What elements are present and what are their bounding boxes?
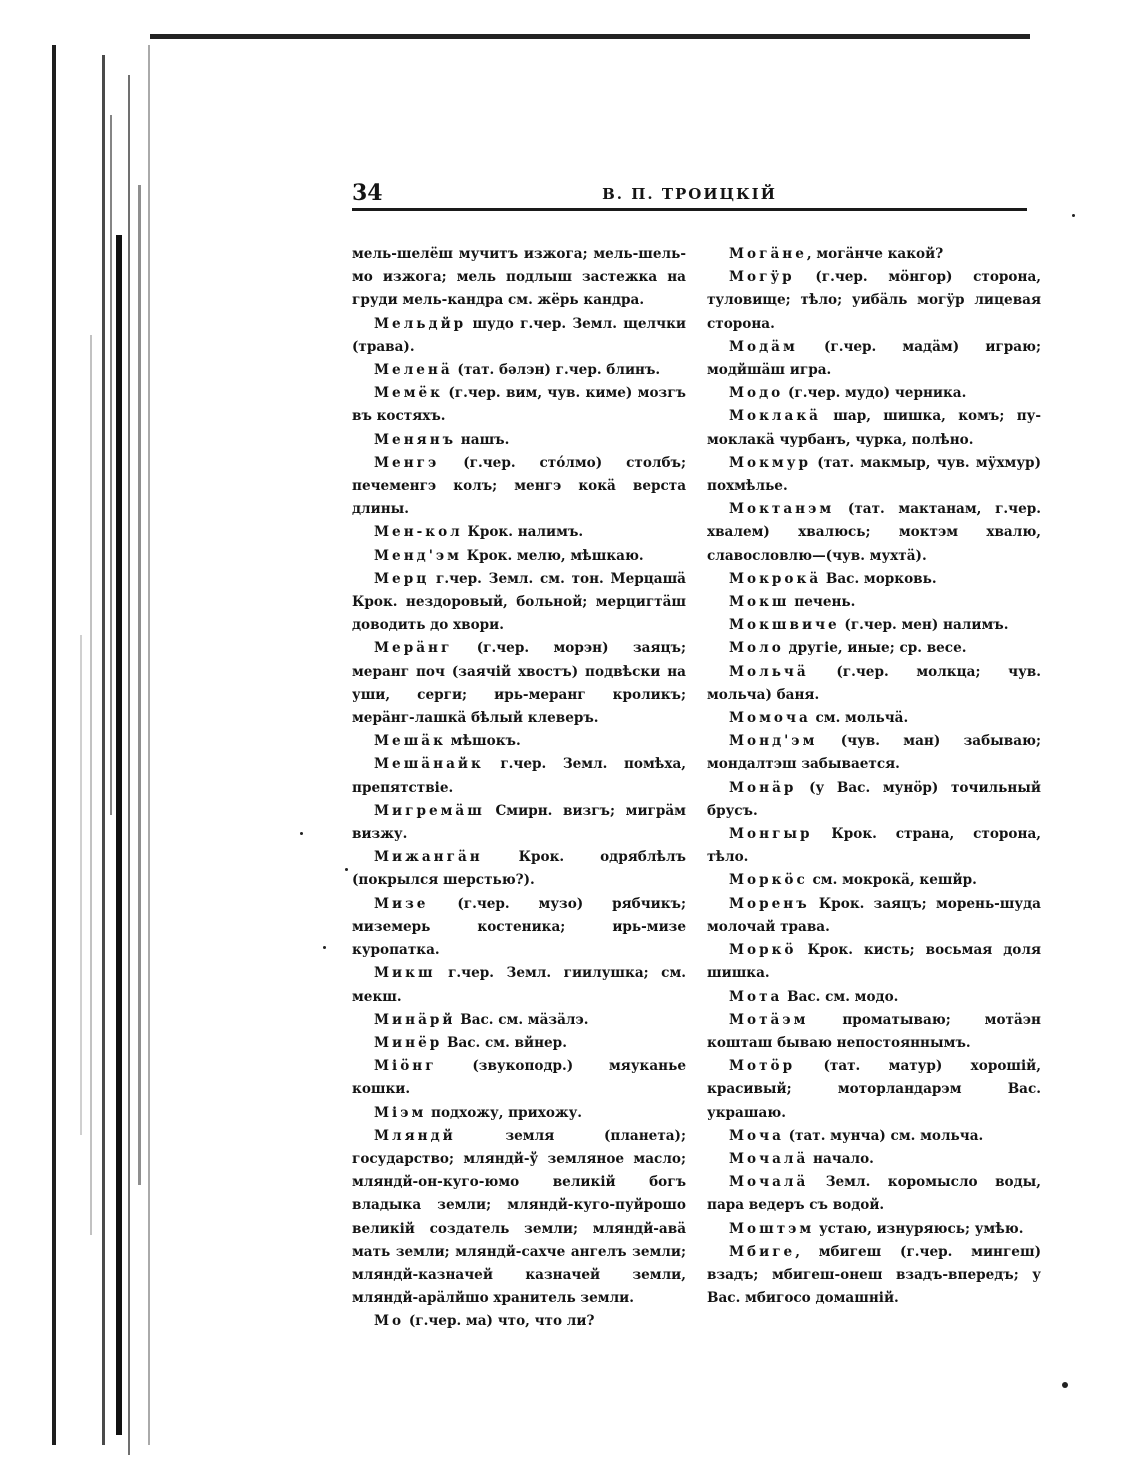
entry-headword: Мижангäн [374,849,483,866]
scan-top-edge [150,34,1030,39]
entry-headword: Мельдйр [374,315,467,332]
entry-definition: г.чер. Земл. помѣха, препятствіе. [352,756,686,796]
entry-headword: Момоча [729,710,811,727]
entry-headword: Микш [374,965,436,982]
entry-headword: Моренъ [729,895,810,912]
entry-definition: (чув. ман) забываю; мондалтэш забывается. [707,733,1041,773]
dictionary-entry [352,568,686,638]
dictionary-entry [707,1055,1041,1125]
entry-headword: Моклакä [729,408,821,425]
binding-edge-artifact [40,35,170,1455]
entry-headword: Мольчä [729,663,809,680]
entry-definition: (г.чер. мен) налимъ. [839,617,1009,634]
dictionary-entry [707,730,1041,776]
entry-definition: (тат. мактанам, г.чер. хвалем) хвалюсь; моктэм хвалю, славословлю—(чув. мухтä). [707,501,1041,564]
dictionary-entry [707,405,1041,451]
entry-headword: Мешäк [374,733,446,750]
dictionary-entry [352,800,686,846]
page-number: 34 [352,180,383,206]
entry-headword: Моштэм [729,1220,815,1237]
entry-headword: Менянъ [374,431,457,448]
dictionary-entry [352,243,686,313]
entry-headword: Могӱр [729,269,795,286]
entry-headword: Монäр [729,779,797,796]
entry-headword: Мокрокä [729,570,822,587]
entry-definition: , мбигеш (г.чер. мингеш) взадъ; мбигеш-онеш взадъ-впередъ; у Вас. мбигосо домашній. [707,1243,1041,1307]
dictionary-entry [707,1218,1041,1241]
entry-headword: Мизе [374,895,429,912]
dictionary-entry [707,266,1041,336]
entry-headword: Мочалä [729,1174,809,1191]
entry-headword: Мерäнг [374,640,453,657]
dictionary-entry [707,614,1041,637]
left-column [352,243,686,1334]
entry-definition: начало. [808,1150,874,1167]
entry-headword: Минёр [374,1034,443,1051]
dictionary-entry [707,893,1041,939]
entry-definition: Крок. налимъ. [462,524,584,541]
entry-headword: Мокмур [729,454,811,471]
dictionary-entry [707,498,1041,568]
entry-definition: (г.чер. ма) что, что ли? [404,1313,595,1330]
dictionary-entry [352,429,686,452]
entry-headword: Минäрй [374,1011,456,1028]
entry-definition: Земл. коромысло воды, пара ведеръ съ водой. [707,1174,1041,1214]
dictionary-entry [352,753,686,799]
dictionary-entry [352,962,686,1008]
entry-definition: (г.чер. молкца; чув. мольча) баня. [707,663,1041,703]
entry-definition: (тат. бәлэн) г.чер. блинъ. [452,362,661,379]
entry-definition: Крок. страна, сторона, тѣло. [707,826,1041,866]
entry-headword: Мешäнайк [374,756,484,773]
entry-definition: (г.чер. мöнгор) сторона, туловище; тѣло; уибäль могӱр лицевая сторона. [707,269,1041,332]
entry-definition: Смирн. визгъ; мигрäм визжу. [352,802,686,843]
dictionary-entry [352,846,686,892]
dictionary-entry [707,243,1041,266]
dictionary-entry [352,1310,686,1333]
entry-definition: (тат. макмыр, чув. мӱхмур) похмѣлье. [707,454,1041,495]
entry-headword: Меленä [374,362,453,379]
dictionary-entry [352,1055,686,1101]
entry-definition: шар, шишка, комъ; пу-моклакä чурбанъ, чурка, полѣно. [707,408,1041,448]
entry-headword: Мотöр [729,1058,796,1075]
entry-definition: Крок. кисть; восьмая доля шишка. [707,942,1041,982]
entry-definition: печень. [789,594,856,611]
dictionary-entry [352,730,686,753]
entry-headword: Міöнг [374,1058,437,1075]
entry-headword: Моктанэм [729,501,835,518]
entry-definition: нашъ. [456,431,510,448]
entry-headword: Мерц [374,570,430,587]
entry-headword: Мигремäш [374,802,485,819]
entry-definition: (г.чер. вим, чув. киме) мозгъ въ костяхъ. [352,385,686,425]
entry-definition: Вас. см. модо. [782,988,899,1005]
entry-headword: Могäне [729,246,807,262]
entry-headword: Модо [729,385,784,402]
scan-speck [300,832,303,835]
entry-definition: см. мокрокä, кешйр. [807,872,977,889]
header-rule [352,208,1027,211]
entry-definition: проматываю; мотäэн кошташ бываю непостояннымъ. [707,1011,1041,1051]
entry-headword: Мляндй [374,1127,456,1144]
dictionary-entry [707,869,1041,892]
entry-definition: мель-шелёш мучитъ изжога; мель-шель-мо изжога; мель подлыш застежка на груди мель-кандра см. жёрь кандра. [352,246,686,309]
scan-speck [1072,214,1075,217]
entry-definition: другіе, иные; ср. весе. [783,640,967,657]
dictionary-entry [707,939,1041,985]
entry-headword: Мота [729,988,783,1005]
entry-definition: г.чер. Земл. см. тон. Мерцашä Крок. нездоровый, больной; мерцигтäш доводить до хвори. [352,570,686,634]
entry-headword: Монд'эм [729,733,818,750]
entry-headword: Мочалä [729,1150,809,1167]
dictionary-entry [707,1241,1041,1311]
entry-definition: устаю, изнуряюсь; умѣю. [814,1220,1024,1237]
entry-definition: (г.чер. стóлмо) столбъ; печеменгэ колъ; менгэ кокä верста длины. [352,454,686,518]
entry-headword: Мокшвиче [729,617,840,634]
dictionary-entry [707,986,1041,1009]
entry-headword: Моча [729,1127,784,1144]
entry-headword: Менд'эм [374,547,462,564]
dictionary-entry [707,661,1041,707]
dictionary-entry [707,777,1041,823]
running-title: В. П. ТРОИЦКІЙ [602,185,777,203]
entry-definition: Крок. заяцъ; морень-шуда молочай трава. [707,895,1041,935]
dictionary-entry [707,1148,1041,1171]
entry-headword: Модäм [729,338,798,355]
entry-definition: , могäнче какой? [806,246,944,262]
entry-definition: мѣшокъ. [445,733,521,750]
entry-definition: Вас. см. вйнер. [442,1034,567,1051]
dictionary-entry [352,1125,686,1311]
scan-speck [323,946,326,949]
dictionary-entry [707,591,1041,614]
entry-definition: шудо г.чер. Земл. щелчки (трава). [352,315,686,355]
entry-definition: земля (планета); государство; мляндй-ў земляное масло; мляндй-он-куго-юмо великій богъ владыка земли; мляндй-куго-пуйрошо великій создатель земли; мляндй-авä мать земли; мляндй-сахче ангелъ земли; мляндй-казначей казначей земли, мляндй-арäлйшо хранитель земли. [352,1127,686,1307]
entry-headword: Мокш [729,594,790,611]
dictionary-entry [352,313,686,359]
entry-definition: г.чер. Земл. гиилушка; см. мекш. [352,965,686,1005]
entry-headword: Міэм [374,1104,427,1121]
entry-definition: см. мольчä. [810,710,909,727]
dictionary-entry [707,637,1041,660]
scan-speck [345,868,348,871]
running-header [352,178,1027,208]
dictionary-entry [707,568,1041,591]
entry-definition: (г.чер. мудо) черника. [783,385,967,402]
entry-headword: Мемёк [374,385,443,402]
entry-definition: Крок. мелю, мѣшкаю. [461,547,644,564]
entry-headword: Монгыр [729,826,813,843]
dictionary-entry [707,452,1041,498]
entry-headword: Мотäэм [729,1011,809,1028]
entry-definition: Вас. см. мäзäлэ. [455,1011,589,1028]
entry-definition: Крок. одряблѣлъ (покрылся шерстью?). [352,849,686,889]
dictionary-entry [352,1032,686,1055]
dictionary-entry [707,707,1041,730]
dictionary-entry [352,1009,686,1032]
entry-headword: Менгэ [374,454,440,471]
entry-definition: (г.чер. морэн) заяцъ; меранг поч (заячій хвостъ) подвѣски на уши, серги; ирь-меранг кроликъ; мерäнг-лашкä бѣлый клеверъ. [352,640,686,727]
dictionary-entry [352,382,686,428]
dictionary-entry [707,823,1041,869]
entry-headword: Мбиге [729,1243,796,1260]
dictionary-entry [352,452,686,522]
entry-headword: Мен-кол [374,524,463,541]
entry-definition: (г.чер. мадäм) играю; модйшäш игра. [707,338,1041,379]
dictionary-entry [352,521,686,544]
entry-definition: подхожу, прихожу. [426,1104,583,1121]
scan-speck [1062,1382,1068,1388]
dictionary-entry [707,1125,1041,1148]
dictionary-entry [352,1102,686,1125]
dictionary-entry [707,1009,1041,1055]
entry-definition: (тат. матур) хорошій, красивый; моторландарэм Вас. украшаю. [707,1058,1041,1121]
dictionary-entry [707,1171,1041,1217]
entry-definition: (тат. мунча) см. мольча. [783,1127,984,1144]
entry-headword: Моркö [729,942,797,959]
dictionary-entry [352,545,686,568]
right-column [707,243,1041,1310]
entry-definition: (г.чер. музо) рябчикъ; миземерь костеника; ирь-мизе куропатка. [352,895,686,959]
entry-definition: (звукоподр.) мяуканье кошки. [352,1058,686,1098]
dictionary-entry [352,893,686,963]
entry-definition: Вас. морковь. [821,570,937,587]
dictionary-entry [707,336,1041,382]
entry-headword: Мо [374,1313,405,1330]
entry-headword: Моркöс [729,872,808,889]
entry-headword: Моло [729,640,784,657]
dictionary-entry [352,637,686,730]
dictionary-entry [707,382,1041,405]
entry-definition: (у Вас. мунöр) точильный брусъ. [707,779,1041,819]
dictionary-entry [352,359,686,382]
